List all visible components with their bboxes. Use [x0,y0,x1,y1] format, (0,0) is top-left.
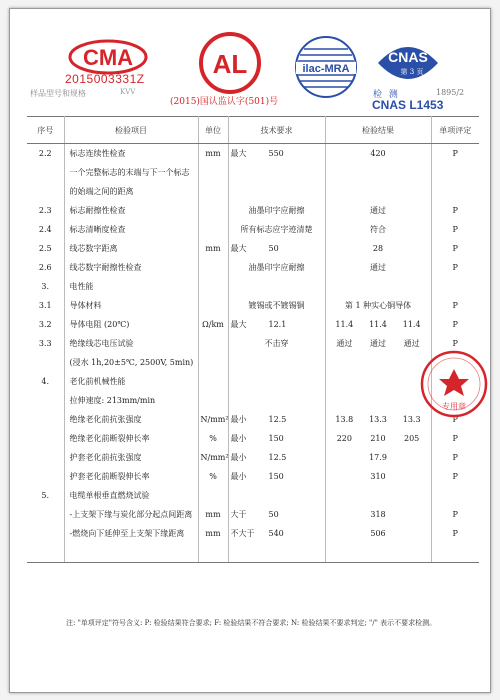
header-verdict: 单项评定 [431,117,479,144]
result-value: 13.8 [335,415,354,424]
row-verdict: P [452,453,458,462]
row-requirement [228,505,325,524]
row-number: 2.5 [27,239,64,258]
row-result [325,467,431,486]
row-number [27,353,64,372]
requirement-value: 150 [268,434,284,443]
requirement-qualifier: 最大 [230,244,247,253]
row-verdict [431,163,479,182]
requirement-value: 12.5 [268,415,287,424]
row-result [325,201,431,220]
result-value: 11.4 [335,320,354,329]
table-row [27,258,479,277]
row-result [325,296,431,315]
test-results-table [27,116,479,563]
result-value: 28 [372,244,384,253]
row-item: 拉伸速度: 213mm/min [64,391,198,410]
table-row [27,429,479,448]
result-value: 205 [404,434,420,443]
cma-number: 2015003331Z [65,72,145,86]
result-value: 通过 [370,263,386,272]
row-item: 导体材料 [64,296,198,315]
row-number: 2.3 [27,201,64,220]
sample-model-value: KVV [120,88,136,96]
footnote: 注: "单项评定"符号含义: P: 检验结果符合要求; F: 检验结果不符合要求; N: 检验结果不要求判定; "/" 表示不要求检测。 [66,619,437,627]
row-unit: % [198,429,228,448]
row-verdict [431,543,479,563]
row-result [325,258,431,277]
row-requirement [228,372,325,391]
table-row [27,315,479,334]
table-row [27,163,479,182]
result-value: 通过 [370,206,386,215]
row-item: 线芯数字距离 [64,239,198,258]
table-row [27,220,479,239]
row-verdict: P [452,149,458,158]
certification-header [10,9,490,121]
row-item: 一个完整标志的末端与下一个标志 [64,163,198,182]
row-requirement [228,353,325,372]
row-requirement [228,410,325,429]
svg-text:第 3 页: 第 3 页 [400,68,424,76]
requirement-qualifier: 大于 [230,510,247,519]
requirement-qualifier: 最大 [230,320,247,329]
table-row [27,353,479,372]
row-item: 线芯数字耐擦性检查 [64,258,198,277]
requirement-value: 50 [268,510,279,519]
row-requirement [228,524,325,543]
row-item: 导体电阻 (20℃) [64,315,198,334]
result-value: 第 1 种实心铜导体 [344,301,412,310]
row-requirement [228,315,325,334]
requirement-qualifier: 最小 [230,415,247,424]
row-number [27,163,64,182]
row-number [27,524,64,543]
table-row [27,144,479,164]
row-number [27,543,64,563]
row-requirement [228,467,325,486]
row-number: 2.4 [27,220,64,239]
requirement-qualifier: 最小 [230,472,247,481]
header-result: 检验结果 [325,117,431,144]
table-row [27,410,479,429]
row-requirement [228,486,325,505]
row-requirement [228,239,325,258]
cnas-number: CNAS L1453 [372,98,444,112]
row-unit: N/mm² [198,410,228,429]
requirement-value: 12.1 [268,320,287,329]
row-unit [198,486,228,505]
row-item [64,543,198,563]
row-item: 绝缘线芯电压试验 [64,334,198,353]
svg-text:专用章: 专用章 [442,402,466,411]
row-unit [198,353,228,372]
table-row [27,486,479,505]
row-number: 3.1 [27,296,64,315]
row-verdict [431,486,479,505]
requirement-value: 不击穿 [264,339,289,348]
row-requirement [228,543,325,563]
row-requirement [228,429,325,448]
requirement-value: 50 [268,244,279,253]
row-requirement [228,391,325,410]
result-value: 210 [370,434,386,443]
row-verdict: P [452,339,458,348]
requirement-value: 所有标志应字迹清楚 [240,225,313,234]
row-unit: % [198,467,228,486]
table-row [27,334,479,353]
row-item: -燃烧向下延伸至上支架下缘距离 [64,524,198,543]
result-value: 310 [370,472,386,481]
requirement-value: 油墨印字应耐擦 [248,263,305,272]
table-row [27,505,479,524]
row-number: 4. [27,372,64,391]
row-item: 绝缘老化前断裂伸长率 [64,429,198,448]
requirement-value: 540 [268,529,284,538]
requirement-value: 油墨印字应耐擦 [248,206,305,215]
result-value: 13.3 [402,415,421,424]
row-verdict: P [452,320,458,329]
header-unit: 单位 [198,117,228,144]
cal-logo-icon [195,31,265,95]
row-unit: mm [198,505,228,524]
row-unit: mm [198,524,228,543]
row-result [325,486,431,505]
table-row [27,448,479,467]
row-verdict: P [452,529,458,538]
report-page [9,8,491,693]
row-requirement [228,334,325,353]
row-verdict: P [452,415,458,424]
row-number [27,391,64,410]
row-result [325,315,431,334]
row-result [325,353,431,372]
requirement-value: 150 [268,472,284,481]
table-header-row [27,117,479,144]
row-unit: mm [198,144,228,164]
requirement-value: 12.5 [268,453,287,462]
requirement-qualifier: 最小 [230,453,247,462]
row-number [27,448,64,467]
table-row [27,182,479,201]
sample-model-label: 样品型号和规格 [30,89,86,98]
row-item: 标志清晰度检查 [64,220,198,239]
row-requirement [228,277,325,296]
row-unit [198,258,228,277]
cnas-subtitle: 检 测 [373,90,400,100]
row-unit [198,277,228,296]
table-row [27,543,479,563]
result-value: 通过 [369,339,386,348]
row-verdict [431,182,479,201]
row-requirement [228,201,325,220]
row-unit [198,182,228,201]
row-number: 3. [27,277,64,296]
requirement-qualifier: 不大于 [230,529,255,538]
table-row [27,277,479,296]
row-verdict: P [452,434,458,443]
row-number: 2.2 [27,144,64,164]
row-verdict: P [452,263,458,272]
row-unit [198,543,228,563]
row-number [27,467,64,486]
row-number: 3.2 [27,315,64,334]
table-row [27,524,479,543]
row-number [27,429,64,448]
row-item: 的始端之间的距离 [64,182,198,201]
result-value: 符合 [370,225,386,234]
row-item: -上支架下缘与炭化部分起点间距离 [64,505,198,524]
row-verdict: P [452,206,458,215]
row-unit [198,391,228,410]
row-number: 5. [27,486,64,505]
row-unit: Ω/km [198,315,228,334]
requirement-qualifier: 最小 [230,434,247,443]
result-value: 17.9 [369,453,387,462]
row-result [325,391,431,410]
result-value: 318 [370,510,386,519]
row-unit [198,334,228,353]
table-row [27,239,479,258]
row-number: 3.3 [27,334,64,353]
row-item: (浸水 1h,20±5℃, 2500V, 5min) [64,353,198,372]
report-number: 1895/2 [436,88,465,97]
table-row [27,201,479,220]
result-value: 11.4 [402,320,421,329]
row-verdict: P [452,244,458,253]
result-value: 420 [370,149,386,158]
result-value: 506 [370,529,386,538]
row-requirement [228,258,325,277]
row-number [27,410,64,429]
row-item: 标志连续性检查 [64,144,198,164]
row-unit: mm [198,239,228,258]
row-requirement [228,144,325,164]
row-result [325,448,431,467]
result-value: 通过 [336,339,353,348]
row-unit: N/mm² [198,448,228,467]
requirement-value: 550 [268,149,284,158]
row-item: 电性能 [64,277,198,296]
row-verdict: P [452,510,458,519]
result-value: 11.4 [369,320,387,329]
ilac-mra-logo-icon [290,35,362,99]
row-item: 护套老化前断裂伸长率 [64,467,198,486]
result-value: 220 [336,434,352,443]
table-row [27,467,479,486]
row-result [325,543,431,563]
row-requirement [228,163,325,182]
row-unit [198,201,228,220]
row-result [325,429,431,448]
cma-logo-icon [68,39,148,75]
svg-text:CMA: CMA [82,45,134,70]
row-result [325,144,431,164]
row-requirement [228,220,325,239]
row-unit [198,372,228,391]
row-number: 2.6 [27,258,64,277]
row-result [325,524,431,543]
row-unit [198,296,228,315]
row-verdict [431,277,479,296]
row-item: 护套老化前抗张强度 [64,448,198,467]
requirement-qualifier: 最大 [230,149,247,158]
row-result [325,239,431,258]
row-result [325,334,431,353]
row-result [325,182,431,201]
header-requirement: 技术要求 [228,117,325,144]
row-requirement [228,182,325,201]
table-row [27,391,479,410]
header-no: 序号 [27,117,64,144]
row-unit [198,163,228,182]
header-item: 检验项目 [64,117,198,144]
row-item: 绝缘老化前抗张强度 [64,410,198,429]
inspection-seal-icon [419,349,489,419]
cal-number: (2015)国认监认字(501)号 [170,97,279,107]
row-item: 电缆单根垂直燃烧试验 [64,486,198,505]
row-number [27,505,64,524]
table-row [27,296,479,315]
row-verdict: P [452,472,458,481]
svg-text:CNAS: CNAS [388,49,428,65]
svg-text:ilac-MRA: ilac-MRA [302,63,350,75]
table-row [27,372,479,391]
row-verdict: P [452,225,458,234]
row-result [325,220,431,239]
row-number [27,182,64,201]
row-item: 老化前机械性能 [64,372,198,391]
row-result [325,163,431,182]
row-result [325,277,431,296]
row-requirement [228,296,325,315]
row-result [325,372,431,391]
row-verdict: P [452,301,458,310]
result-value: 13.3 [369,415,387,424]
requirement-value: 镀锡或不镀锡铜 [248,301,305,310]
row-requirement [228,448,325,467]
row-unit [198,220,228,239]
row-result [325,410,431,429]
result-value: 通过 [403,339,420,348]
svg-text:AL: AL [212,49,248,79]
cnas-logo-icon [372,39,444,87]
row-item: 标志耐擦性检查 [64,201,198,220]
row-result [325,505,431,524]
